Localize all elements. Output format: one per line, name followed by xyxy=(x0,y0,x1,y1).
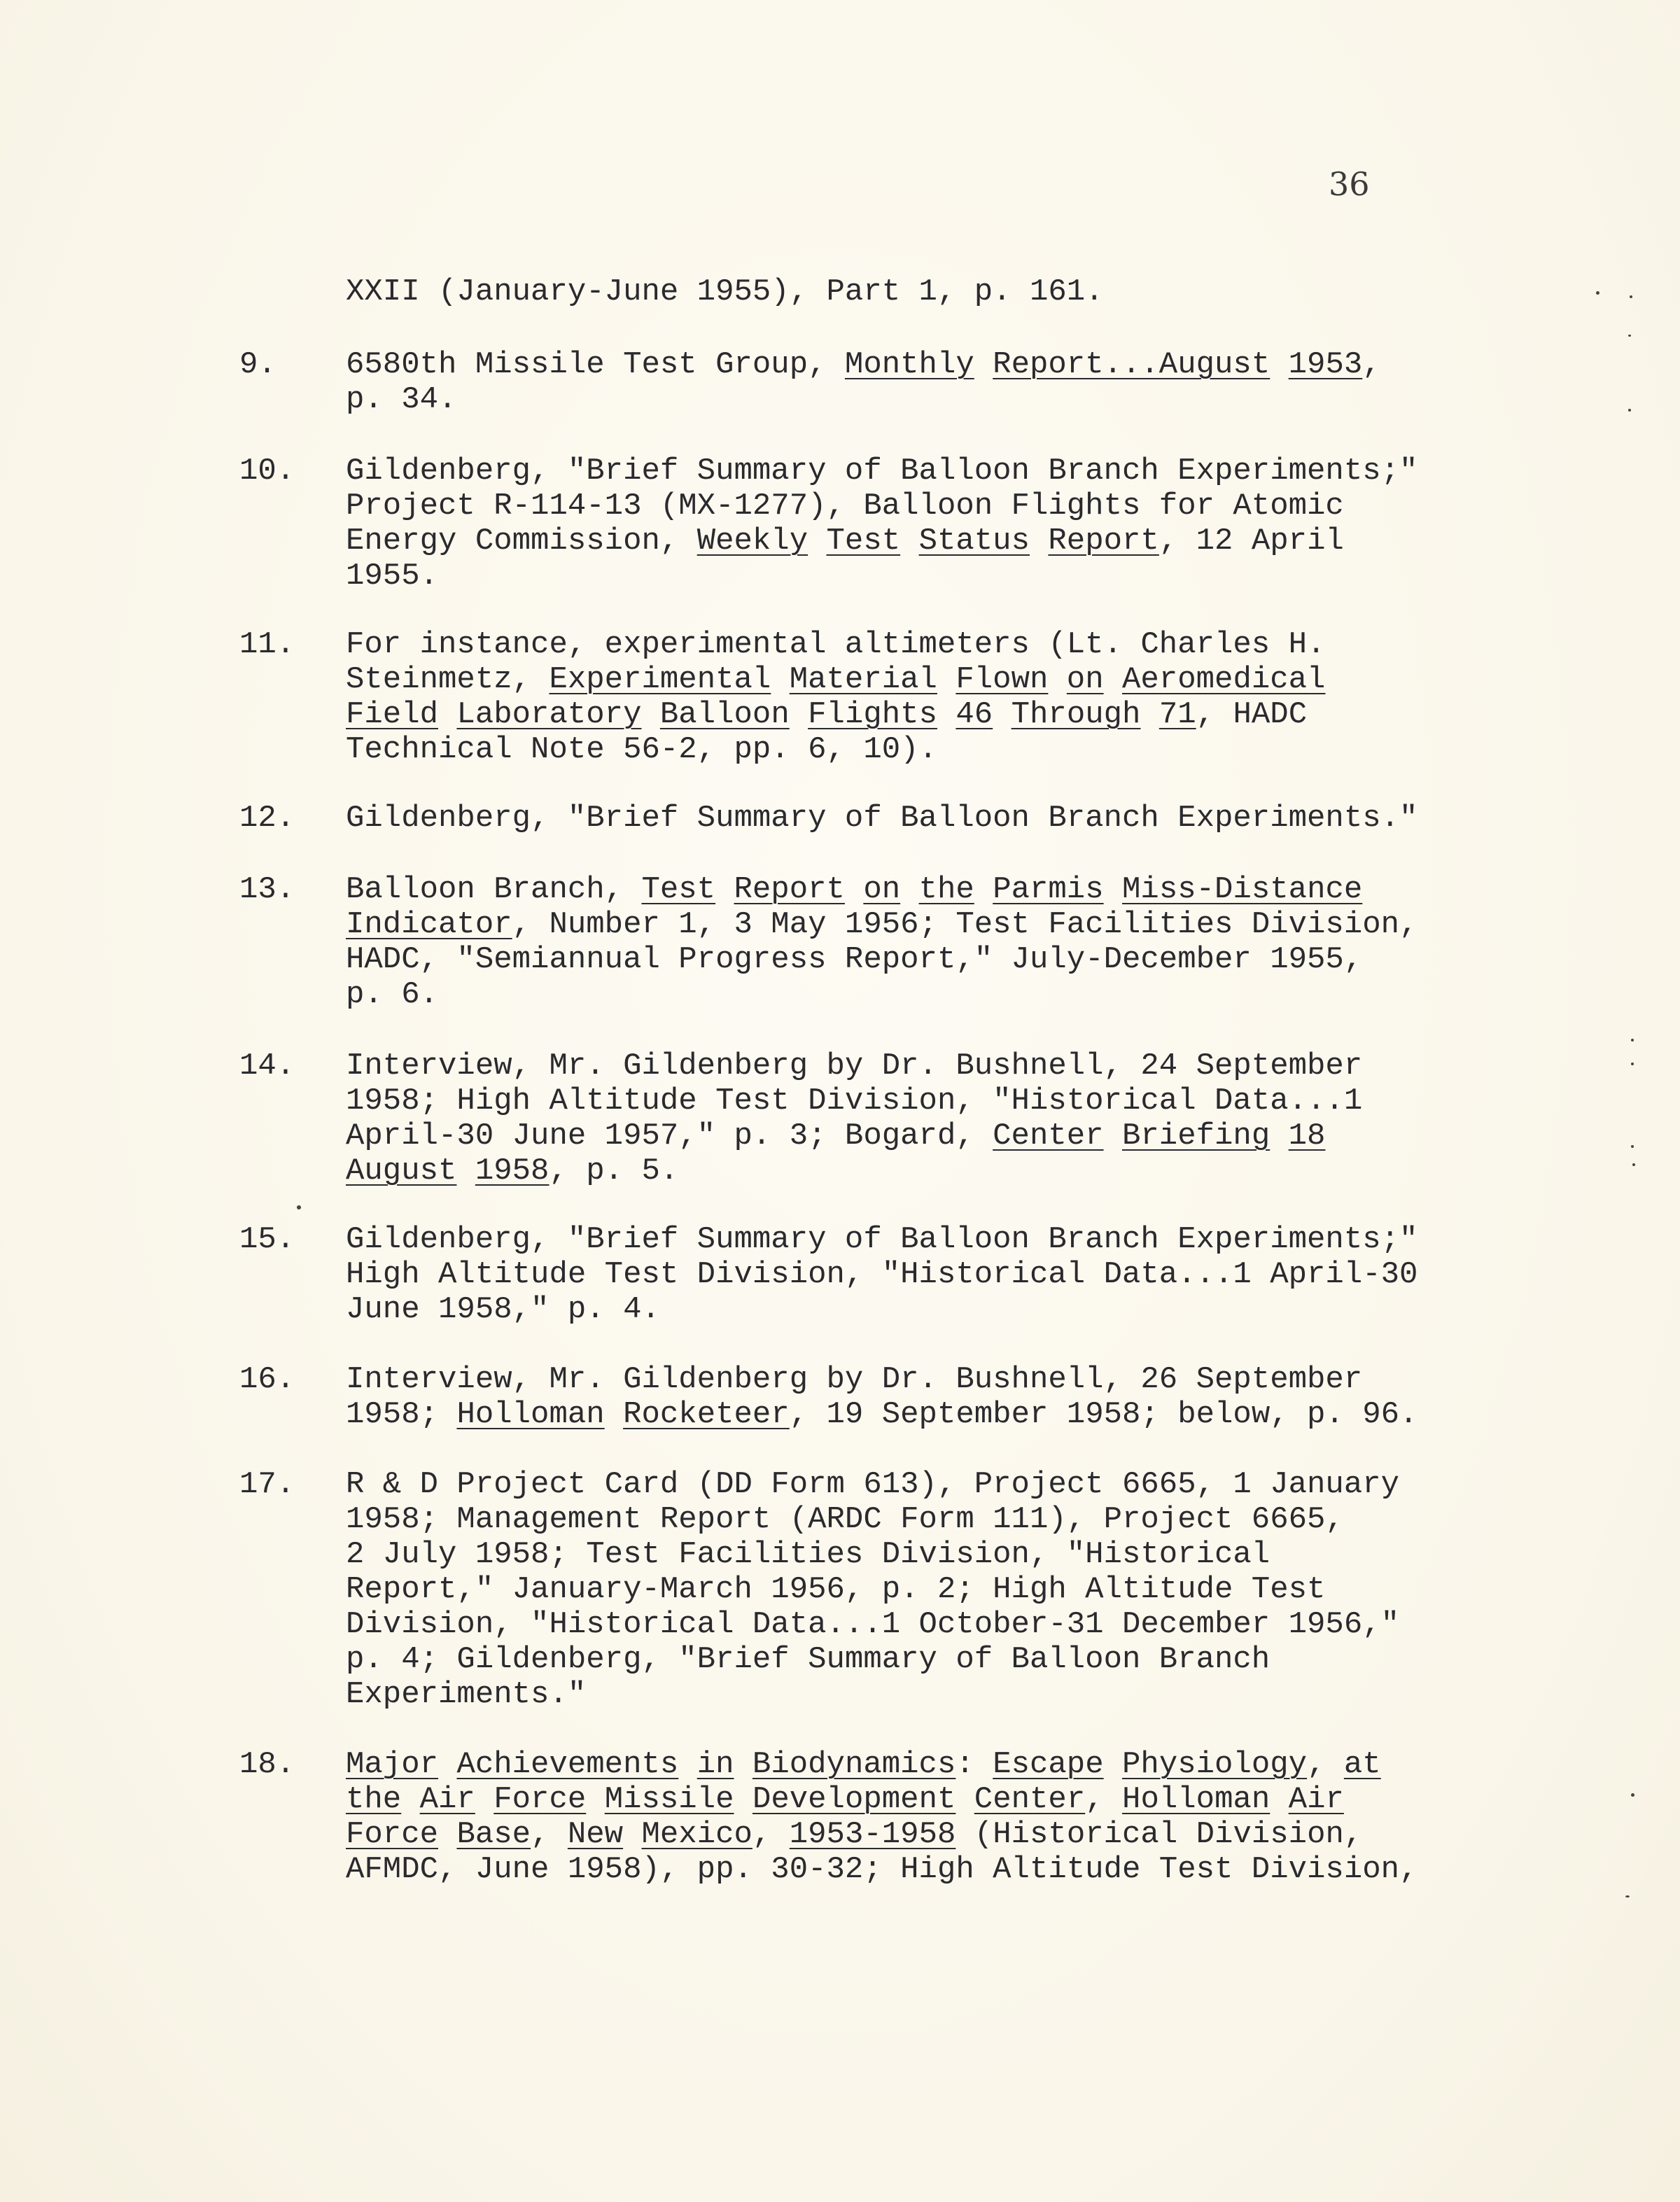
underlined-title-segment: New xyxy=(567,1817,624,1852)
underlined-title-segment: Test xyxy=(641,872,716,907)
underlined-title-segment: Experimental xyxy=(549,662,771,697)
underlined-title-segment: Aeromedical xyxy=(1122,662,1326,697)
footnote-line xyxy=(346,1292,1418,1327)
text-segment xyxy=(401,1782,419,1817)
underlined-title-segment: in xyxy=(696,1747,734,1782)
underlined-title-segment: Rocketeer xyxy=(623,1397,790,1432)
footnote-line xyxy=(346,382,1381,417)
text-segment: p. 6. xyxy=(346,977,439,1012)
scan-speck xyxy=(1631,1039,1634,1042)
footnote-line xyxy=(346,1257,1418,1292)
text-segment xyxy=(955,1782,974,1817)
underlined-title-segment: Flights xyxy=(808,697,937,732)
text-segment: Energy Commission, xyxy=(346,524,697,559)
text-segment xyxy=(974,347,993,382)
text-segment xyxy=(623,1817,641,1852)
text-segment xyxy=(605,1397,623,1432)
underlined-title-segment: Air xyxy=(1288,1782,1344,1817)
footnote-line xyxy=(346,1607,1399,1642)
text-segment: , xyxy=(752,1817,790,1852)
footnote-line xyxy=(346,1537,1399,1572)
underlined-title-segment: Status xyxy=(918,524,1030,559)
underlined-title-segment: Monthly xyxy=(844,347,974,382)
footnote-number: 14. xyxy=(239,1049,295,1084)
footnote-line xyxy=(346,1118,1362,1153)
footnote-line xyxy=(346,1049,1362,1084)
footnote-line xyxy=(346,907,1418,942)
scan-speck xyxy=(297,1205,301,1209)
text-segment xyxy=(586,1782,604,1817)
footnote-text xyxy=(346,1467,1399,1712)
footnote-line xyxy=(346,347,1381,382)
text-segment: 1955. xyxy=(346,559,439,594)
underlined-title-segment: Physiology xyxy=(1122,1747,1308,1782)
text-segment: 1958; xyxy=(346,1397,457,1432)
text-segment: Interview, Mr. Gildenberg by Dr. Bushnell, 24 September xyxy=(346,1049,1363,1084)
scan-speck xyxy=(1630,295,1632,298)
footnote-line xyxy=(346,1852,1418,1887)
scan-speck xyxy=(1631,1793,1634,1797)
underlined-title-segment: Force xyxy=(493,1782,587,1817)
underlined-title-segment: the xyxy=(346,1782,402,1817)
text-segment: , xyxy=(531,1817,568,1852)
footnote-line xyxy=(346,872,1418,907)
text-segment: p. 4; Gildenberg, "Brief Summary of Balloon Branch xyxy=(346,1642,1270,1677)
text-segment xyxy=(734,1782,752,1817)
text-segment: For instance, experimental altimeters (Lt. Charles H. xyxy=(346,627,1326,662)
text-segment xyxy=(438,1817,456,1852)
text-segment: , xyxy=(1362,347,1381,382)
footnote-number: 13. xyxy=(239,872,295,907)
text-segment xyxy=(1270,1782,1288,1817)
text-segment xyxy=(1270,1118,1288,1153)
footnote-line xyxy=(346,1782,1418,1817)
underlined-title-segment: 1958 xyxy=(475,1153,550,1188)
text-segment: Interview, Mr. Gildenberg by Dr. Bushnell, 26 September xyxy=(346,1362,1363,1397)
footnote-line xyxy=(346,1222,1418,1257)
text-segment xyxy=(1270,347,1288,382)
underlined-title-segment: Major xyxy=(346,1747,439,1782)
text-segment xyxy=(900,524,918,559)
underlined-title-segment: Weekly xyxy=(696,524,808,559)
underlined-title-segment: 1953 xyxy=(1288,347,1363,382)
footnote-number: 9. xyxy=(239,347,276,382)
text-segment: Technical Note 56-2, pp. 6, 10). xyxy=(346,732,937,767)
footnote-text xyxy=(346,627,1325,767)
text-segment xyxy=(1048,662,1066,697)
underlined-title-segment: Escape xyxy=(993,1747,1104,1782)
text-segment: Experiments." xyxy=(346,1677,587,1712)
underlined-title-segment: Missile xyxy=(604,1782,734,1817)
underlined-title-segment: the xyxy=(918,872,974,907)
text-segment xyxy=(678,1747,696,1782)
text-segment: , 12 April xyxy=(1158,524,1344,559)
text-segment: R & D Project Card (DD Form 613), Project 6665, 1 January xyxy=(346,1467,1400,1502)
underlined-title-segment: Achievements xyxy=(456,1747,679,1782)
text-segment xyxy=(1140,697,1158,732)
text-segment xyxy=(993,697,1011,732)
text-segment: Project R-114-13 (MX-1277), Balloon Flights for Atomic xyxy=(346,489,1344,524)
footnote-number: 17. xyxy=(239,1467,295,1502)
text-segment xyxy=(900,872,918,907)
underlined-title-segment: on xyxy=(1066,662,1104,697)
underlined-title-segment: August xyxy=(346,1153,457,1188)
text-segment: , 19 September 1958; below, p. 96. xyxy=(789,1397,1418,1432)
scan-speck xyxy=(1625,1895,1630,1898)
underlined-title-segment: Force xyxy=(346,1817,439,1852)
text-segment: Gildenberg, "Brief Summary of Balloon Branch Experiments;" xyxy=(346,454,1418,489)
text-segment xyxy=(715,872,734,907)
text-segment xyxy=(438,1747,456,1782)
footnote-line xyxy=(346,524,1418,559)
text-segment xyxy=(734,1747,752,1782)
text-segment: Gildenberg, "Brief Summary of Balloon Branch Experiments;" xyxy=(346,1222,1418,1257)
footnote-text xyxy=(346,1362,1418,1432)
underlined-title-segment: on xyxy=(863,872,901,907)
underlined-title-segment: Biodynamics xyxy=(752,1747,956,1782)
underlined-title-segment: Test xyxy=(826,524,901,559)
footnote-text xyxy=(346,872,1418,1012)
text-segment xyxy=(1104,1118,1122,1153)
text-segment xyxy=(1104,1747,1122,1782)
footnote-line xyxy=(346,454,1418,489)
underlined-title-segment: 1953-1958 xyxy=(789,1817,956,1852)
text-segment: April-30 June 1957," p. 3; Bogard, xyxy=(346,1118,993,1153)
footnote-line xyxy=(346,1747,1418,1782)
text-segment: Gildenberg, "Brief Summary of Balloon Branch Experiments." xyxy=(346,801,1418,836)
footnote-line xyxy=(346,977,1418,1012)
text-segment: Division, "Historical Data...1 October-31 December 1956," xyxy=(346,1607,1400,1642)
text-segment xyxy=(456,1153,475,1188)
underlined-title-segment: Flown xyxy=(955,662,1049,697)
text-segment xyxy=(808,524,826,559)
text-segment xyxy=(641,697,659,732)
footnote-number: 16. xyxy=(239,1362,295,1397)
text-segment: , p. 5. xyxy=(549,1153,679,1188)
footnote-line xyxy=(346,559,1418,594)
underlined-title-segment: 46 xyxy=(955,697,993,732)
underlined-title-segment: 18 xyxy=(1288,1118,1326,1153)
text-segment: 2 July 1958; Test Facilities Division, "Historical xyxy=(346,1537,1270,1572)
footnote-line xyxy=(346,1642,1399,1677)
underlined-title-segment: Report xyxy=(1048,524,1159,559)
text-segment: Balloon Branch, xyxy=(346,872,642,907)
footnote-number: 15. xyxy=(239,1222,295,1257)
text-segment xyxy=(771,662,789,697)
footnote-line xyxy=(346,1467,1399,1502)
text-segment: 6580th Missile Test Group, xyxy=(346,347,845,382)
footnote-line xyxy=(346,942,1418,977)
page-number: 36 xyxy=(1329,165,1370,203)
text-segment: p. 34. xyxy=(346,382,457,417)
underlined-title-segment: Holloman xyxy=(1122,1782,1270,1817)
underlined-title-segment: Mexico xyxy=(641,1817,752,1852)
text-segment: , Number 1, 3 May 1956; Test Facilities Division, xyxy=(512,907,1418,942)
underlined-title-segment: 71 xyxy=(1158,697,1196,732)
underlined-title-segment: Parmis xyxy=(993,872,1104,907)
scan-speck xyxy=(1631,1145,1634,1148)
scan-speck xyxy=(1628,335,1631,337)
underlined-title-segment: Field xyxy=(346,697,439,732)
text-segment xyxy=(790,697,808,732)
footnote-line xyxy=(346,1397,1418,1432)
footnote-text xyxy=(346,801,1418,836)
underlined-title-segment: Report xyxy=(734,872,845,907)
footnote-line xyxy=(346,801,1418,836)
footnote-text xyxy=(346,347,1381,417)
text-segment: AFMDC, June 1958), pp. 30-32; High Altitude Test Division, xyxy=(346,1852,1418,1887)
footnote-text xyxy=(346,1747,1418,1887)
underlined-title-segment: Center xyxy=(974,1782,1086,1817)
text-segment xyxy=(1030,524,1048,559)
underlined-title-segment: Material xyxy=(789,662,937,697)
scan-speck xyxy=(1628,409,1631,412)
footnote-line xyxy=(346,627,1325,662)
text-segment xyxy=(438,697,456,732)
footnote-text xyxy=(346,1222,1418,1327)
scan-speck xyxy=(1596,291,1600,295)
footnote-line xyxy=(346,662,1325,697)
footnote-number: 11. xyxy=(239,627,295,662)
footnote-number: 12. xyxy=(239,801,295,836)
footnote-text xyxy=(346,1049,1362,1188)
text-segment xyxy=(1104,662,1122,697)
text-segment: 1958; Management Report (ARDC Form 111), Project 6665, xyxy=(346,1502,1344,1537)
text-segment: Steinmetz, xyxy=(346,662,550,697)
footnote-number: 18. xyxy=(239,1747,295,1782)
underlined-title-segment: Report...August xyxy=(993,347,1270,382)
footnote-line xyxy=(346,489,1418,524)
text-segment xyxy=(937,697,955,732)
underlined-title-segment: Base xyxy=(456,1817,531,1852)
footnote-line xyxy=(346,1153,1362,1188)
footnote-line xyxy=(346,1572,1399,1607)
text-segment xyxy=(1104,872,1122,907)
text-segment: High Altitude Test Division, "Historical Data...1 April-30 xyxy=(346,1257,1418,1292)
text-segment xyxy=(475,1782,493,1817)
text-segment: , HADC xyxy=(1196,697,1308,732)
text-segment xyxy=(845,872,863,907)
scan-speck xyxy=(1632,1163,1635,1166)
footnote-line xyxy=(346,697,1325,732)
text-segment: : xyxy=(955,1747,993,1782)
text-segment: , xyxy=(1085,1782,1123,1817)
underlined-title-segment: Air xyxy=(419,1782,475,1817)
footnote-text xyxy=(346,454,1418,594)
underlined-title-segment: Briefing xyxy=(1122,1118,1270,1153)
text-segment xyxy=(937,662,955,697)
footnote-number: 10. xyxy=(239,454,295,489)
text-segment xyxy=(974,872,993,907)
text-segment: 1958; High Altitude Test Division, "Historical Data...1 xyxy=(346,1084,1363,1118)
footnote-line xyxy=(346,1677,1399,1712)
underlined-title-segment: Miss-Distance xyxy=(1122,872,1363,907)
continuation-text: XXII (January-June 1955), Part 1, p. 161. xyxy=(346,274,1104,309)
underlined-title-segment: Development xyxy=(752,1782,956,1817)
text-segment: (Historical Division, xyxy=(955,1817,1363,1852)
footnote-line xyxy=(346,732,1325,767)
underlined-title-segment: Balloon xyxy=(659,697,790,732)
underlined-title-segment: Indicator xyxy=(346,907,512,942)
text-segment: HADC, "Semiannual Progress Report," July-December 1955, xyxy=(346,942,1363,977)
underlined-title-segment: Center xyxy=(993,1118,1104,1153)
underlined-title-segment: Laboratory xyxy=(456,697,642,732)
underlined-title-segment: Holloman xyxy=(456,1397,605,1432)
footnote-line xyxy=(346,1502,1399,1537)
underlined-title-segment: Through xyxy=(1011,697,1141,732)
text-segment: , xyxy=(1307,1747,1344,1782)
text-segment: Report," January-March 1956, p. 2; High Altitude Test xyxy=(346,1572,1326,1607)
footnote-line xyxy=(346,1817,1418,1852)
underlined-title-segment: at xyxy=(1343,1747,1381,1782)
footnote-line xyxy=(346,1084,1362,1118)
footnote-line xyxy=(346,1362,1418,1397)
text-segment: June 1958," p. 4. xyxy=(346,1292,660,1327)
scan-speck xyxy=(1631,1063,1634,1065)
